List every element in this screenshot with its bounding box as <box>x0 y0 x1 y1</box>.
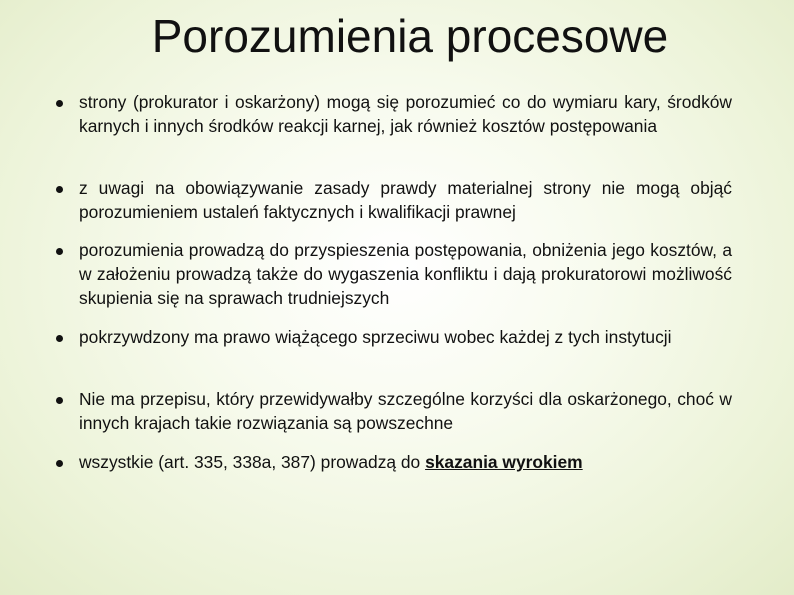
bullet-dot-icon <box>56 335 63 342</box>
bullet-text-1: strony (prokurator i oskarżony) mogą się porozumieć co do wymiaru kary, środków karnych i innych środków reakcji karnej, jak również kosztów postępowania <box>79 92 732 136</box>
bullet-text-6-lead: wszystkie (art. 335, 338a, 387) prowadzą do <box>79 452 426 472</box>
bullet-dot-icon <box>56 460 63 467</box>
slide-title: Porozumienia procesowe <box>151 10 669 62</box>
bullet-text-5: Nie ma przepisu, który przewidywałby szczególne korzyści dla oskarżonego, choć w innych krajach takie rozwiązania są powszechne <box>79 389 732 433</box>
bullet-text-2: z uwagi na obowiązywanie zasady prawdy materialnej strony nie mogą objąć porozumieniem ustaleń faktycznych i kwalifikacji prawnej <box>79 178 732 222</box>
bullet-text-4: pokrzywdzony ma prawo wiążącego sprzeciwu wobec każdej z tych instytucji <box>79 327 672 347</box>
bullet-dot-icon <box>56 397 63 404</box>
bullet-dot-icon <box>56 100 63 107</box>
emphasized-phrase: skazania wyrokiem <box>425 452 583 472</box>
bullet-dot-icon <box>56 186 63 193</box>
bullet-text-3: porozumienia prowadzą do przyspieszenia postępowania, obniżenia jego kosztów, a w założeniu prowadzą także do wygaszenia konfliktu i dają prokuratorowi możliwość skupienia się na sprawach trudniejszych <box>79 240 732 308</box>
bullet-dot-icon <box>56 248 63 255</box>
bullet-text-6 <box>79 450 732 474</box>
